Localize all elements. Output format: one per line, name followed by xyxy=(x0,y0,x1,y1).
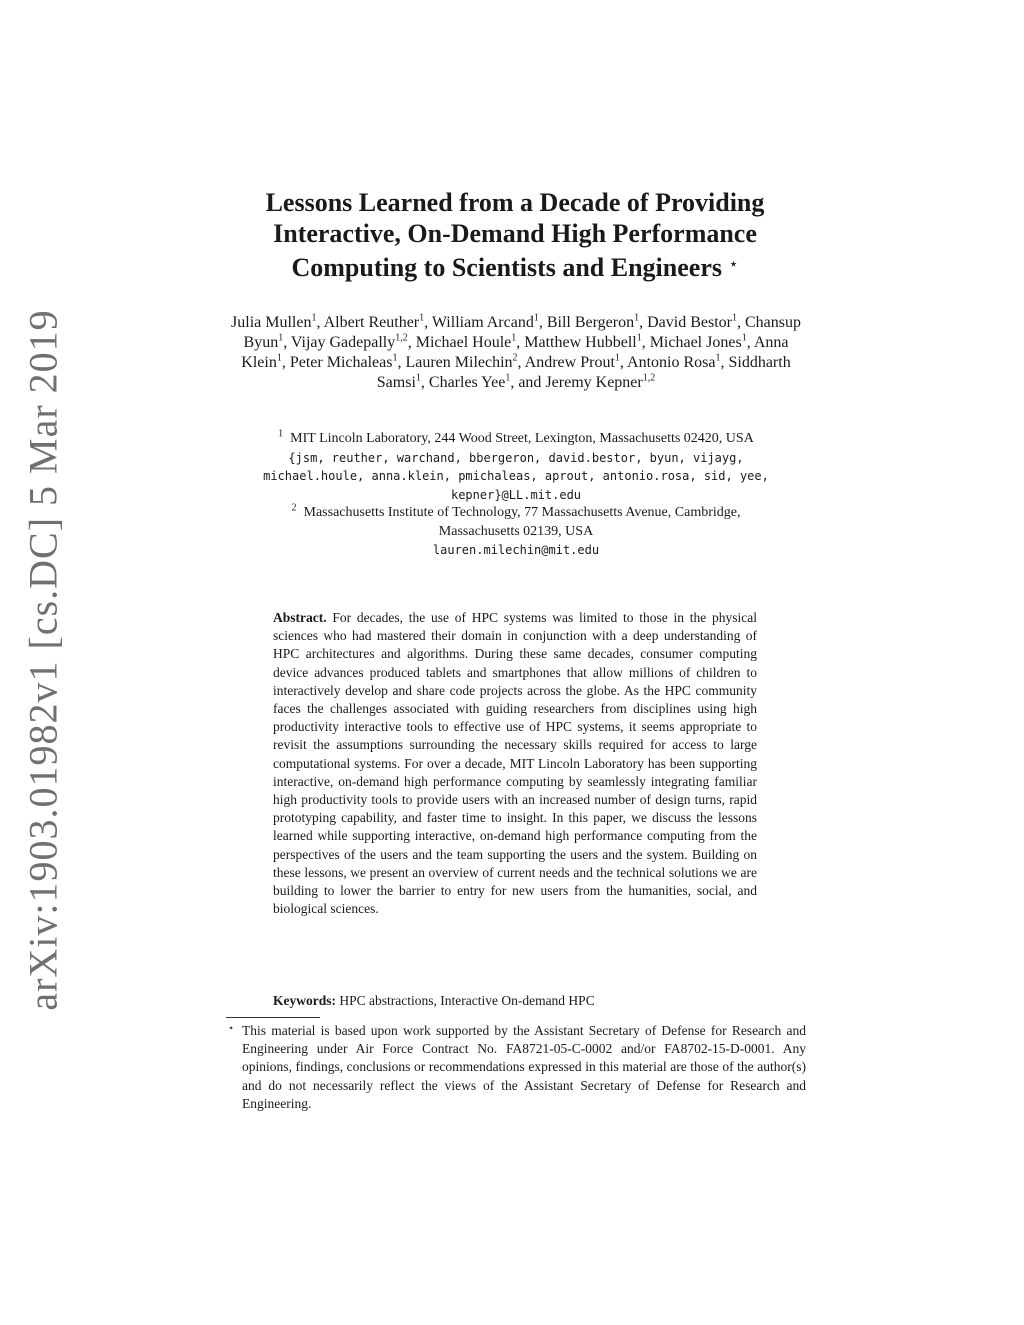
author-affiliation-marker: 1 xyxy=(278,332,284,344)
abstract-label: Abstract. xyxy=(273,610,327,625)
affiliation-1-number: 1 xyxy=(278,428,284,440)
author xyxy=(324,314,425,331)
author-list: Julia Mullen$^1$, Albert Reuther$^1$, William Arcand$^1$, Bill Bergeron$^1$, David Bestor$^1$, Chansup Byun$^1$, Vijay Gadepally$^{1,2}$, Michael Houle$^1$, Matthew Hubbell$^1$, Michael Jones$^1$, Anna Klein$^1$, Peter Michaleas$^1$, Lauren Milechin$^2$, Andrew Prout$^1$, Antonio Rosa$^1$, Siddharth Samsi$^1$, Charles Yee$^1$, and Jeremy Kepner$^{1,2}$ xyxy=(231,312,801,391)
author-name: Charles Yee xyxy=(428,374,506,391)
keywords-text: HPC abstractions, Interactive On-demand HPC xyxy=(339,993,595,1008)
author-affiliation-marker: 1 xyxy=(614,352,620,364)
author-affiliation-marker: 1 xyxy=(533,312,539,324)
affiliation-1-address: MIT Lincoln Laboratory, 244 Wood Street, Lexington, Massachusetts 02420, USA xyxy=(290,431,754,446)
affiliation-2 xyxy=(222,504,810,523)
author xyxy=(545,374,655,391)
author-affiliation-marker: 1 xyxy=(415,372,421,384)
abstract xyxy=(273,609,757,918)
author-name: Peter Michaleas xyxy=(289,354,393,371)
abstract-text: For decades, the use of HPC systems was limited to those in the physical sciences who had mastered their domain in conjunction with a deep understanding of HPC architectures and algorithms. During these same decades, consumer computing device advances produced tablets and smartphones that allow millions of children to interactively develop and share code projects across the globe. As the HPC community faces the challenges associated with guiding researchers from disciplines using high productivity interactive tools to effective use of HPC systems, it seems appropriate to revisit the assumptions surrounding the necessary skills required for access to large computational systems. For over a decade, MIT Lincoln Laboratory has been supporting interactive, on-demand high performance computing by seamlessly integrating familiar high productivity tools to provide users with an increased number of design turns, rapid prototyping capability, and faster time to insight. In this paper, we discuss the lessons learned while supporting interactive, on-demand high performance computing from the perspectives of the users and the team supporting the users and the system. Building on these lessons, we present an overview of current needs and the technical solutions we are building to lower the barrier to entry for new users from the humanities, social, and biological sciences. xyxy=(273,610,758,917)
affiliation-1-emails-line-2: michael.houle, anna.klein, pmichaleas, aprout, antonio.rosa, sid, yee, xyxy=(263,469,769,483)
title-footnote-mark: ⋆ xyxy=(728,256,739,273)
author xyxy=(647,314,737,331)
author xyxy=(290,354,398,371)
author xyxy=(405,354,517,371)
author-affiliation-marker: 1 xyxy=(276,352,282,364)
footnote-divider xyxy=(226,1017,320,1018)
author-name: Chansup Byun xyxy=(243,314,801,351)
author-name: Michael Houle xyxy=(415,334,512,351)
author-name: Julia Mullen xyxy=(231,314,312,331)
author-name: Matthew Hubbell xyxy=(524,334,637,351)
author-affiliation-marker: 1 xyxy=(741,332,747,344)
author-affiliation-marker: 1 xyxy=(636,332,642,344)
author xyxy=(432,314,539,331)
author-affiliation-marker: 1 xyxy=(634,312,640,324)
affiliation-1-emails-line-1: {jsm, reuther, warchand, bbergeron, david.bestor, byun, vijayg, xyxy=(288,450,744,465)
author-name: Albert Reuther xyxy=(323,314,420,331)
footnote-mark: ⋆ xyxy=(228,1023,235,1034)
author-affiliation-marker: 1 xyxy=(505,372,511,384)
author-name: Lauren Milechin xyxy=(405,354,513,371)
title-line-3-text: Computing to Scientists and Engineers xyxy=(291,253,722,282)
author-affiliation-marker: 1 xyxy=(311,312,317,324)
footnote-text: This material is based upon work supported by the Assistant Secretary of Defense for Research and Engineering under Air Force Contract No. FA8721-05-C-0002 and/or FA8702-15-D-0001. Any opinions, findings, conclusions or recommendations expressed in this material are those of the author(s) and do not necessarily reflect the views of the Assistant Secretary of Defense for Research and Engineering. xyxy=(242,1023,806,1111)
affiliations xyxy=(222,430,810,560)
author xyxy=(650,334,747,351)
author-affiliation-marker: 2 xyxy=(512,352,518,364)
author-name: Andrew Prout xyxy=(524,354,615,371)
author xyxy=(231,314,316,331)
author-affiliation-marker: 1 xyxy=(419,312,425,324)
author-name: Anna Klein xyxy=(241,334,789,371)
author-name: Siddharth Samsi xyxy=(376,354,791,391)
author xyxy=(524,334,641,351)
author-affiliation-marker: 1,2 xyxy=(395,332,408,344)
keywords xyxy=(273,992,757,1010)
affiliation-2-email: lauren.milechin@mit.edu xyxy=(432,543,600,557)
affiliation-2-number: 2 xyxy=(291,502,297,514)
title-line-1: Lessons Learned from a Decade of Providing xyxy=(265,188,765,217)
footnote xyxy=(228,1022,806,1113)
author-name: Michael Jones xyxy=(649,334,742,351)
author xyxy=(429,374,510,391)
author xyxy=(547,314,639,331)
title-line-2: Interactive, On-Demand High Performance xyxy=(273,219,757,248)
affiliation-2-address-line-1: Massachusetts Institute of Technology, 77 Massachusetts Avenue, Cambridge, xyxy=(303,505,741,520)
author xyxy=(291,334,408,351)
arxiv-stamp-text: arXiv:1903.01982v1 [cs.DC] 5 Mar 2019 xyxy=(20,309,66,1011)
author xyxy=(525,354,620,371)
affiliation-2-address-line-2: Massachusetts 02139, USA xyxy=(438,523,594,539)
author-affiliation-marker: 1,2 xyxy=(642,372,656,384)
author-name: William Arcand xyxy=(431,314,534,331)
author-affiliation-marker: 1 xyxy=(731,312,737,324)
author-name: David Bestor xyxy=(647,314,732,331)
author-name: Bill Bergeron xyxy=(546,314,635,331)
author-name: Vijay Gadepally xyxy=(290,334,396,351)
author-affiliation-marker: 1 xyxy=(715,352,721,364)
author-affiliation-marker: 1 xyxy=(392,352,398,364)
affiliation-1-emails-line-3: kepner}@LL.mit.edu xyxy=(450,487,582,502)
keywords-label: Keywords: xyxy=(273,993,336,1008)
author xyxy=(416,334,517,351)
author-name: Jeremy Kepner xyxy=(545,374,643,391)
affiliation-1 xyxy=(222,430,810,449)
author xyxy=(627,354,720,371)
title-line-3 xyxy=(232,249,798,283)
arxiv-identifier-stamp xyxy=(18,309,68,1011)
author-name: Antonio Rosa xyxy=(627,354,716,371)
paper-title xyxy=(232,187,798,283)
author-affiliation-marker: 1 xyxy=(511,332,517,344)
